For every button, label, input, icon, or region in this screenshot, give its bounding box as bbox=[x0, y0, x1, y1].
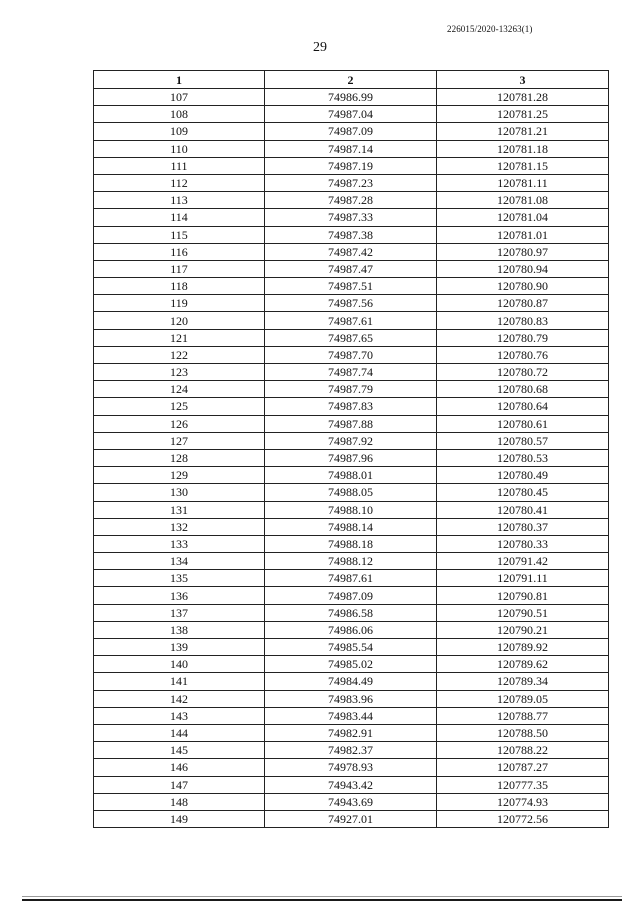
x-coordinate-cell: 74987.42 bbox=[265, 243, 437, 260]
table-row bbox=[94, 793, 609, 810]
x-coordinate-cell: 74986.58 bbox=[265, 604, 437, 621]
y-coordinate-cell: 120791.11 bbox=[437, 570, 609, 587]
x-coordinate-cell: 74987.61 bbox=[265, 570, 437, 587]
table-row bbox=[94, 467, 609, 484]
table-row bbox=[94, 484, 609, 501]
footer-rule-faint bbox=[22, 896, 622, 897]
y-coordinate-cell: 120780.33 bbox=[437, 535, 609, 552]
x-coordinate-cell: 74982.37 bbox=[265, 742, 437, 759]
table-row bbox=[94, 759, 609, 776]
x-coordinate-cell: 74987.88 bbox=[265, 415, 437, 432]
table-row bbox=[94, 604, 609, 621]
footer-rule bbox=[22, 899, 622, 901]
x-coordinate-cell: 74982.91 bbox=[265, 724, 437, 741]
table-row bbox=[94, 174, 609, 191]
x-coordinate-cell: 74985.02 bbox=[265, 656, 437, 673]
column-header-1: 1 bbox=[94, 71, 265, 89]
x-coordinate-cell: 74987.70 bbox=[265, 346, 437, 363]
y-coordinate-cell: 120790.51 bbox=[437, 604, 609, 621]
x-coordinate-cell: 74987.65 bbox=[265, 329, 437, 346]
x-coordinate-cell: 74983.96 bbox=[265, 690, 437, 707]
y-coordinate-cell: 120780.61 bbox=[437, 415, 609, 432]
table-row bbox=[94, 535, 609, 552]
table-header bbox=[94, 71, 609, 89]
x-coordinate-cell: 74987.74 bbox=[265, 364, 437, 381]
point-number-cell: 107 bbox=[94, 89, 265, 106]
x-coordinate-cell: 74988.14 bbox=[265, 518, 437, 535]
y-coordinate-cell: 120788.77 bbox=[437, 707, 609, 724]
y-coordinate-cell: 120780.64 bbox=[437, 398, 609, 415]
x-coordinate-cell: 74987.83 bbox=[265, 398, 437, 415]
point-number-cell: 144 bbox=[94, 724, 265, 741]
table-row bbox=[94, 656, 609, 673]
table-row bbox=[94, 724, 609, 741]
table-row bbox=[94, 673, 609, 690]
point-number-cell: 126 bbox=[94, 415, 265, 432]
table-row bbox=[94, 192, 609, 209]
table-row bbox=[94, 312, 609, 329]
point-number-cell: 142 bbox=[94, 690, 265, 707]
point-number-cell: 136 bbox=[94, 587, 265, 604]
x-coordinate-cell: 74987.51 bbox=[265, 278, 437, 295]
y-coordinate-cell: 120781.18 bbox=[437, 140, 609, 157]
x-coordinate-cell: 74987.09 bbox=[265, 587, 437, 604]
y-coordinate-cell: 120788.22 bbox=[437, 742, 609, 759]
x-coordinate-cell: 74988.05 bbox=[265, 484, 437, 501]
table-row bbox=[94, 518, 609, 535]
x-coordinate-cell: 74987.61 bbox=[265, 312, 437, 329]
y-coordinate-cell: 120781.01 bbox=[437, 226, 609, 243]
point-number-cell: 110 bbox=[94, 140, 265, 157]
x-coordinate-cell: 74987.14 bbox=[265, 140, 437, 157]
coordinates-table bbox=[93, 70, 609, 828]
table-row bbox=[94, 295, 609, 312]
y-coordinate-cell: 120790.21 bbox=[437, 621, 609, 638]
x-coordinate-cell: 74987.09 bbox=[265, 123, 437, 140]
y-coordinate-cell: 120777.35 bbox=[437, 776, 609, 793]
column-header-3: 3 bbox=[437, 71, 609, 89]
y-coordinate-cell: 120780.53 bbox=[437, 449, 609, 466]
table-row bbox=[94, 381, 609, 398]
x-coordinate-cell: 74987.96 bbox=[265, 449, 437, 466]
y-coordinate-cell: 120789.92 bbox=[437, 639, 609, 656]
table-row bbox=[94, 621, 609, 638]
y-coordinate-cell: 120789.62 bbox=[437, 656, 609, 673]
y-coordinate-cell: 120780.45 bbox=[437, 484, 609, 501]
y-coordinate-cell: 120772.56 bbox=[437, 810, 609, 827]
point-number-cell: 118 bbox=[94, 278, 265, 295]
y-coordinate-cell: 120780.57 bbox=[437, 432, 609, 449]
x-coordinate-cell: 74988.10 bbox=[265, 501, 437, 518]
point-number-cell: 147 bbox=[94, 776, 265, 793]
point-number-cell: 137 bbox=[94, 604, 265, 621]
y-coordinate-cell: 120780.72 bbox=[437, 364, 609, 381]
y-coordinate-cell: 120781.08 bbox=[437, 192, 609, 209]
y-coordinate-cell: 120780.41 bbox=[437, 501, 609, 518]
point-number-cell: 149 bbox=[94, 810, 265, 827]
point-number-cell: 148 bbox=[94, 793, 265, 810]
x-coordinate-cell: 74987.23 bbox=[265, 174, 437, 191]
point-number-cell: 139 bbox=[94, 639, 265, 656]
point-number-cell: 121 bbox=[94, 329, 265, 346]
column-header-2: 2 bbox=[265, 71, 437, 89]
table-row bbox=[94, 346, 609, 363]
x-coordinate-cell: 74987.19 bbox=[265, 157, 437, 174]
point-number-cell: 128 bbox=[94, 449, 265, 466]
point-number-cell: 129 bbox=[94, 467, 265, 484]
point-number-cell: 111 bbox=[94, 157, 265, 174]
y-coordinate-cell: 120789.34 bbox=[437, 673, 609, 690]
y-coordinate-cell: 120774.93 bbox=[437, 793, 609, 810]
y-coordinate-cell: 120780.90 bbox=[437, 278, 609, 295]
x-coordinate-cell: 74987.04 bbox=[265, 106, 437, 123]
point-number-cell: 133 bbox=[94, 535, 265, 552]
y-coordinate-cell: 120780.76 bbox=[437, 346, 609, 363]
table-row bbox=[94, 553, 609, 570]
table-row bbox=[94, 432, 609, 449]
y-coordinate-cell: 120780.79 bbox=[437, 329, 609, 346]
y-coordinate-cell: 120789.05 bbox=[437, 690, 609, 707]
point-number-cell: 140 bbox=[94, 656, 265, 673]
point-number-cell: 114 bbox=[94, 209, 265, 226]
table-row bbox=[94, 243, 609, 260]
table-row bbox=[94, 106, 609, 123]
document-id: 226015/2020-13263(1) bbox=[447, 24, 533, 34]
point-number-cell: 143 bbox=[94, 707, 265, 724]
table-row bbox=[94, 707, 609, 724]
y-coordinate-cell: 120780.87 bbox=[437, 295, 609, 312]
y-coordinate-cell: 120781.15 bbox=[437, 157, 609, 174]
point-number-cell: 125 bbox=[94, 398, 265, 415]
table-row bbox=[94, 570, 609, 587]
y-coordinate-cell: 120781.04 bbox=[437, 209, 609, 226]
table-row bbox=[94, 140, 609, 157]
table-row bbox=[94, 89, 609, 106]
y-coordinate-cell: 120781.28 bbox=[437, 89, 609, 106]
point-number-cell: 141 bbox=[94, 673, 265, 690]
x-coordinate-cell: 74987.33 bbox=[265, 209, 437, 226]
point-number-cell: 134 bbox=[94, 553, 265, 570]
point-number-cell: 131 bbox=[94, 501, 265, 518]
table-row bbox=[94, 449, 609, 466]
point-number-cell: 119 bbox=[94, 295, 265, 312]
y-coordinate-cell: 120788.50 bbox=[437, 724, 609, 741]
point-number-cell: 117 bbox=[94, 260, 265, 277]
x-coordinate-cell: 74943.69 bbox=[265, 793, 437, 810]
table-row bbox=[94, 260, 609, 277]
table-row bbox=[94, 415, 609, 432]
x-coordinate-cell: 74985.54 bbox=[265, 639, 437, 656]
table-row bbox=[94, 810, 609, 827]
table-row bbox=[94, 329, 609, 346]
table-row bbox=[94, 398, 609, 415]
point-number-cell: 123 bbox=[94, 364, 265, 381]
point-number-cell: 132 bbox=[94, 518, 265, 535]
x-coordinate-cell: 74988.01 bbox=[265, 467, 437, 484]
point-number-cell: 145 bbox=[94, 742, 265, 759]
x-coordinate-cell: 74988.12 bbox=[265, 553, 437, 570]
y-coordinate-cell: 120780.94 bbox=[437, 260, 609, 277]
y-coordinate-cell: 120781.25 bbox=[437, 106, 609, 123]
x-coordinate-cell: 74983.44 bbox=[265, 707, 437, 724]
point-number-cell: 127 bbox=[94, 432, 265, 449]
y-coordinate-cell: 120780.68 bbox=[437, 381, 609, 398]
header-row bbox=[94, 71, 609, 89]
table-row bbox=[94, 209, 609, 226]
table-row bbox=[94, 742, 609, 759]
page-number: 29 bbox=[313, 40, 327, 55]
y-coordinate-cell: 120780.49 bbox=[437, 467, 609, 484]
table-row bbox=[94, 226, 609, 243]
x-coordinate-cell: 74988.18 bbox=[265, 535, 437, 552]
point-number-cell: 124 bbox=[94, 381, 265, 398]
x-coordinate-cell: 74987.79 bbox=[265, 381, 437, 398]
x-coordinate-cell: 74927.01 bbox=[265, 810, 437, 827]
point-number-cell: 122 bbox=[94, 346, 265, 363]
point-number-cell: 138 bbox=[94, 621, 265, 638]
table-row bbox=[94, 690, 609, 707]
point-number-cell: 109 bbox=[94, 123, 265, 140]
y-coordinate-cell: 120780.83 bbox=[437, 312, 609, 329]
point-number-cell: 146 bbox=[94, 759, 265, 776]
x-coordinate-cell: 74987.38 bbox=[265, 226, 437, 243]
y-coordinate-cell: 120791.42 bbox=[437, 553, 609, 570]
table-row bbox=[94, 123, 609, 140]
table-row bbox=[94, 639, 609, 656]
point-number-cell: 135 bbox=[94, 570, 265, 587]
x-coordinate-cell: 74986.99 bbox=[265, 89, 437, 106]
y-coordinate-cell: 120780.37 bbox=[437, 518, 609, 535]
table-row bbox=[94, 501, 609, 518]
y-coordinate-cell: 120790.81 bbox=[437, 587, 609, 604]
point-number-cell: 120 bbox=[94, 312, 265, 329]
x-coordinate-cell: 74987.56 bbox=[265, 295, 437, 312]
x-coordinate-cell: 74986.06 bbox=[265, 621, 437, 638]
y-coordinate-cell: 120780.97 bbox=[437, 243, 609, 260]
x-coordinate-cell: 74987.47 bbox=[265, 260, 437, 277]
point-number-cell: 108 bbox=[94, 106, 265, 123]
x-coordinate-cell: 74984.49 bbox=[265, 673, 437, 690]
x-coordinate-cell: 74987.28 bbox=[265, 192, 437, 209]
x-coordinate-cell: 74987.92 bbox=[265, 432, 437, 449]
y-coordinate-cell: 120781.11 bbox=[437, 174, 609, 191]
point-number-cell: 115 bbox=[94, 226, 265, 243]
point-number-cell: 116 bbox=[94, 243, 265, 260]
table-row bbox=[94, 364, 609, 381]
y-coordinate-cell: 120781.21 bbox=[437, 123, 609, 140]
table-row bbox=[94, 587, 609, 604]
point-number-cell: 112 bbox=[94, 174, 265, 191]
x-coordinate-cell: 74943.42 bbox=[265, 776, 437, 793]
x-coordinate-cell: 74978.93 bbox=[265, 759, 437, 776]
point-number-cell: 113 bbox=[94, 192, 265, 209]
table-row bbox=[94, 278, 609, 295]
y-coordinate-cell: 120787.27 bbox=[437, 759, 609, 776]
table-body bbox=[94, 89, 609, 828]
table-row bbox=[94, 157, 609, 174]
point-number-cell: 130 bbox=[94, 484, 265, 501]
table-row bbox=[94, 776, 609, 793]
